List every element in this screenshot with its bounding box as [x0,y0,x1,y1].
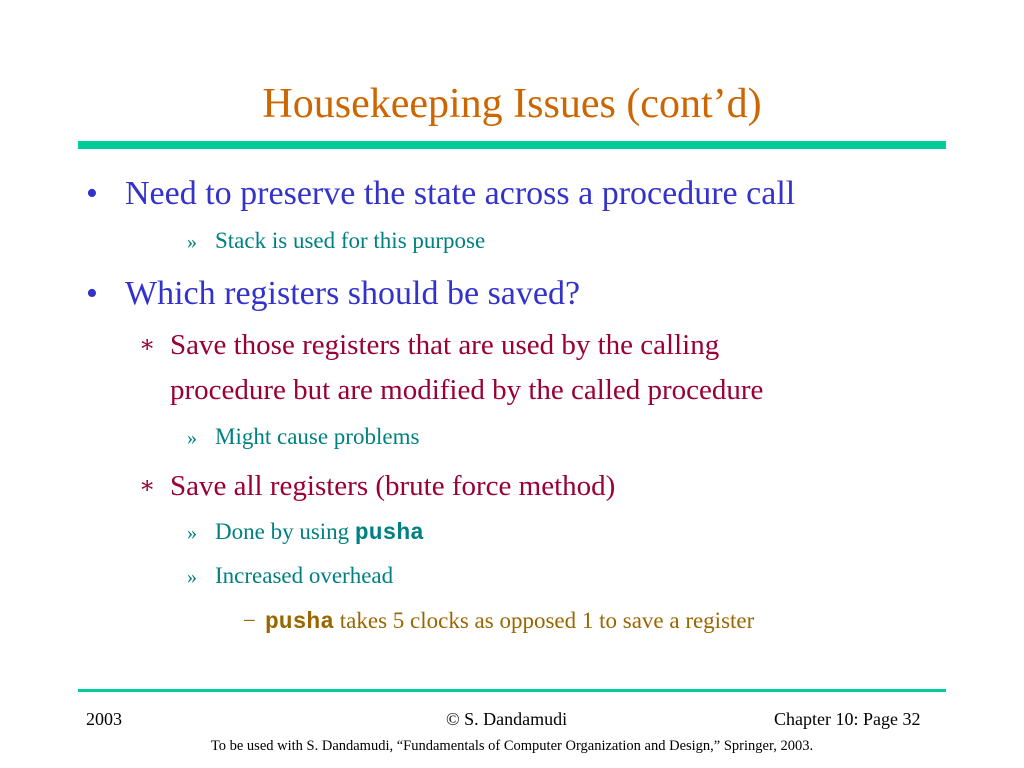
star-marker: ∗ [139,473,156,499]
raquo-marker: » [187,427,197,449]
bullet-marker: • [86,275,98,312]
footer-divider [78,689,946,692]
bullet-preserve-state: Need to preserve the state across a procedure call [125,175,796,212]
dash-marker: − [243,608,256,633]
sub-done-by-text: Done by using [215,519,355,544]
sub-save-all: Save all registers (brute force method) [170,470,616,502]
footer-year: 2003 [86,709,122,729]
footer-credit: To be used with S. Dandamudi, “Fundamentals of Computer Organization and Design,” Springer, 2003. [210,738,814,754]
sub-might-cause-problems: Might cause problems [215,424,420,449]
footer-author: © S. Dandamudi [446,709,568,729]
sub-done-by-pusha [215,517,424,548]
bullet-marker: • [86,175,98,212]
footer-page-number: Chapter 10: Page 32 [774,709,921,729]
sub-pusha-clocks [265,606,754,637]
sub-save-used-line1: Save those registers that are used by the calling [170,329,720,361]
raquo-marker: » [187,231,197,253]
pusha-code: pusha [354,520,424,546]
sub-increased-overhead: Increased overhead [215,563,394,588]
bullet-which-registers: Which registers should be saved? [125,275,581,312]
slide-title: Housekeeping Issues (cont’d) [262,81,762,127]
star-marker: ∗ [139,332,156,358]
sub-stack-used: Stack is used for this purpose [215,228,486,253]
raquo-marker: » [187,522,197,544]
sub-save-used-line2: procedure but are modified by the called procedure [170,374,764,406]
title-divider [78,141,946,149]
pusha-clocks-text: takes 5 clocks as opposed 1 to save a register [334,608,755,633]
pusha-code: pusha [265,609,335,635]
raquo-marker: » [187,566,197,588]
